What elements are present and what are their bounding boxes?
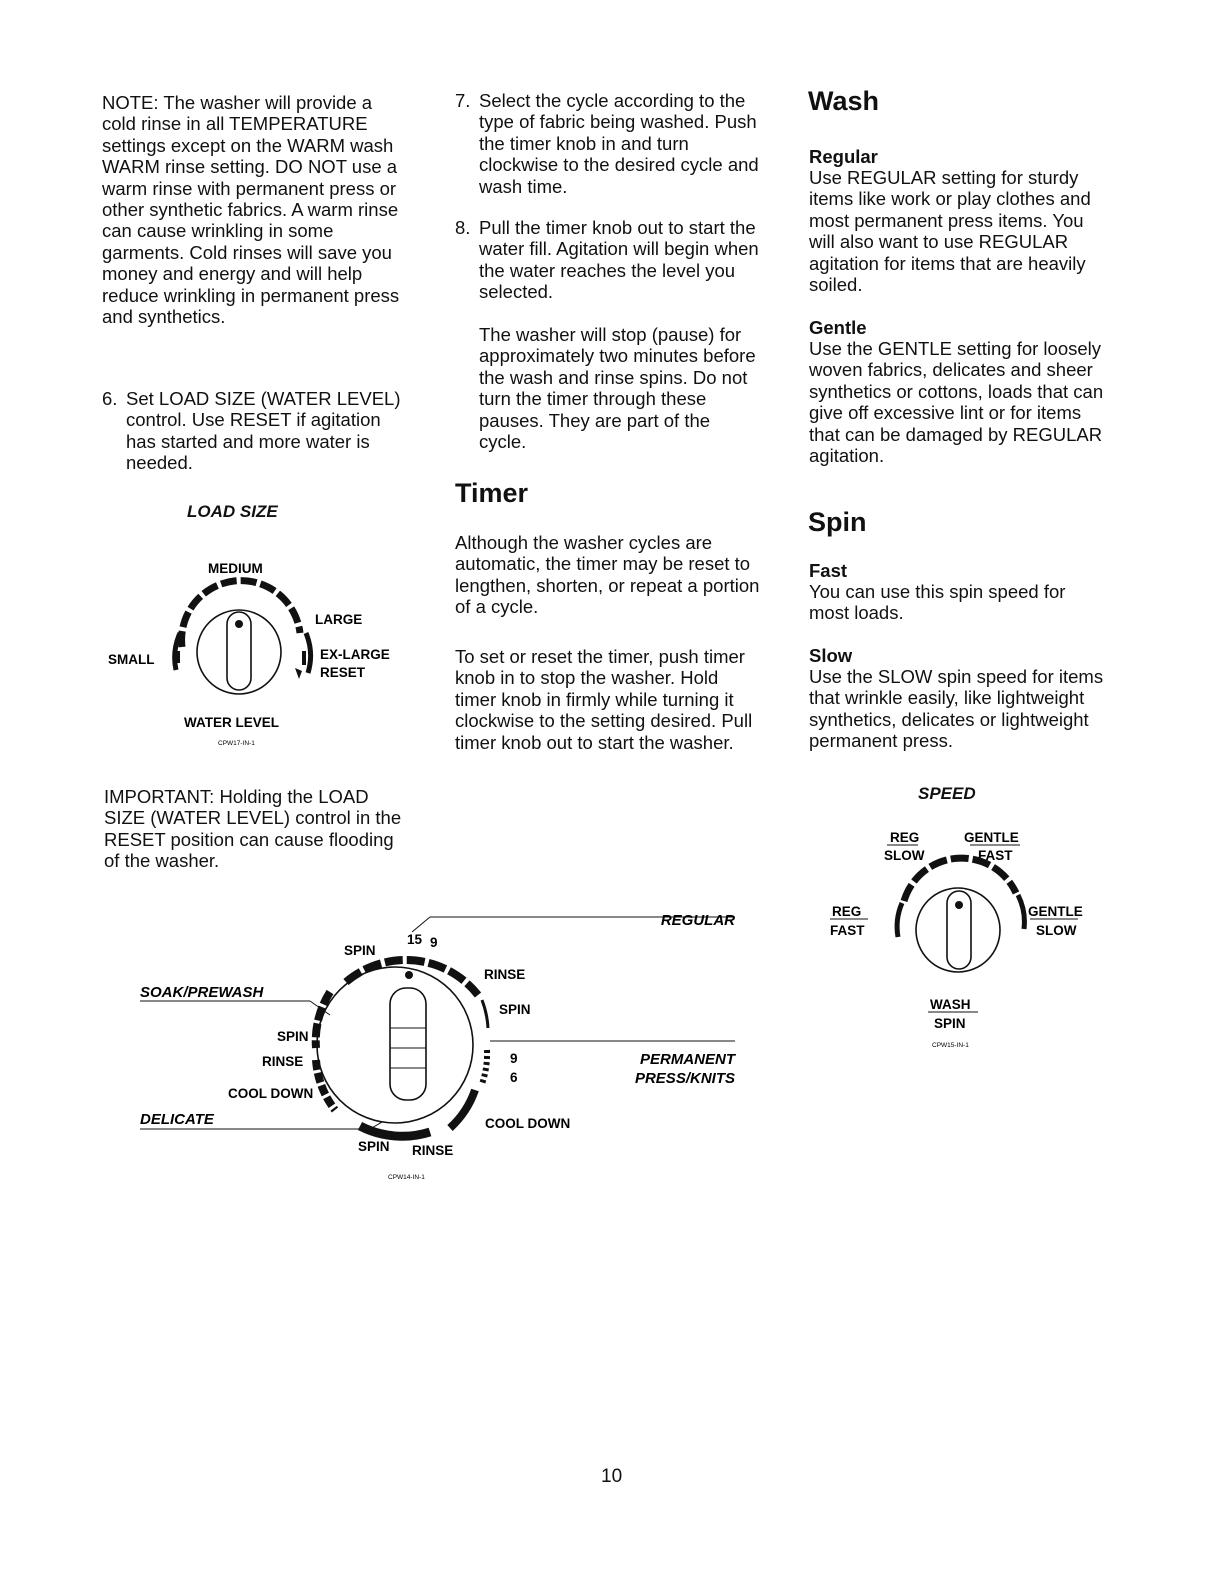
reg-top-label: REG (890, 830, 920, 845)
slow-right-label: SLOW (1036, 923, 1077, 938)
permanent-label: PERMANENT (639, 1051, 735, 1068)
large-label: LARGE (315, 612, 363, 627)
step-6-text: Set LOAD SIZE (WATER LEVEL) control. Use RESET if agitation has started and more water is needed. (126, 388, 401, 474)
step-8 (455, 217, 765, 303)
delicate-label: DELICATE (140, 1111, 214, 1128)
gentle-right-label: GENTLE (1028, 904, 1083, 919)
timer-paragraph-2: To set or reset the timer, push timer knob in to stop the washer. Hold timer knob in firmly while turning it clockwise to the setting desired. Pull timer knob out to start the washer. (455, 646, 753, 753)
fifteen-label: 15 (407, 932, 423, 947)
step-8-text: Pull the timer knob out to start the water fill. Agitation will begin when the water reaches the level you selected. (479, 217, 759, 303)
gentle-top-label: GENTLE (964, 830, 1019, 845)
step-7 (455, 90, 765, 197)
nine-top-label: 9 (430, 935, 438, 950)
spin-right-label: SPIN (499, 1002, 531, 1017)
page-number: 10 (601, 1466, 623, 1487)
regular-label: REGULAR (660, 912, 735, 929)
fast-top-label: FAST (978, 848, 1013, 863)
step-6 (102, 388, 402, 474)
speed-title: SPEED (918, 784, 976, 803)
spin-heading: Spin (808, 507, 867, 537)
reg-left-label: REG (832, 904, 862, 919)
step-8-number: 8. (455, 217, 471, 238)
rinse-left-label: RINSE (262, 1054, 304, 1069)
step-6-number: 6. (102, 388, 118, 409)
step-7-number: 7. (455, 90, 471, 111)
timer-knob (390, 988, 426, 1100)
pause-paragraph: The washer will stop (pause) for approximately two minutes before the wash and rinse spins. Do not turn the timer through these pauses. They are part of the cycle. (479, 324, 756, 453)
spin-left-label: SPIN (277, 1029, 309, 1044)
reset-label: RESET (320, 665, 366, 680)
regular-heading: Regular (809, 146, 878, 167)
medium-label: MEDIUM (208, 561, 263, 576)
slow-heading: Slow (809, 645, 853, 666)
cool-down-right-label: COOL DOWN (485, 1116, 571, 1131)
ex-large-label: EX-LARGE (320, 647, 390, 662)
note-paragraph: NOTE: The washer will provide a cold rinse in all TEMPERATURE settings except on the WARM wash WARM rinse setting. DO NOT use a warm rinse with permanent press or other synthetic fabrics. A warm rinse can cause wrinkling in some garments. Cold rinses will save you money and energy and will help reduce wrinkling in permanent press and synthetics. (102, 92, 400, 328)
small-label: SMALL (108, 652, 155, 667)
load-size-code: CPW17-IN-1 (218, 740, 255, 747)
timer-dial-code: CPW14-IN-1 (388, 1174, 425, 1181)
regular-paragraph: Use REGULAR setting for sturdy items like work or play clothes and most permanent press items. You will also want to use REGULAR agitation for items that are heavily soiled. (809, 167, 1091, 296)
slow-top-label: SLOW (884, 848, 925, 863)
speed-dial (820, 825, 1110, 1055)
press-knits-label: PRESS/KNITS (634, 1070, 735, 1087)
wash-heading: Wash (808, 86, 880, 116)
important-paragraph: IMPORTANT: Holding the LOAD SIZE (WATER LEVEL) control in the RESET position can cause flooding of the washer. (104, 786, 402, 872)
fast-paragraph: You can use this spin speed for most loads. (809, 581, 1066, 624)
cool-down-left-label: COOL DOWN (228, 1086, 314, 1101)
load-size-title: LOAD SIZE (187, 502, 278, 521)
rinse-right-label: RINSE (484, 967, 526, 982)
gentle-heading: Gentle (809, 317, 867, 338)
nine-right-label: 9 (510, 1051, 518, 1066)
timer-dial (130, 900, 750, 1190)
fast-left-label: FAST (830, 923, 865, 938)
gentle-paragraph: Use the GENTLE setting for loosely woven fabrics, delicates and sheer synthetics or cottons, loads that can give off excessive lint or for items that can be damaged by REGULAR agitation. (809, 338, 1104, 467)
slow-paragraph: Use the SLOW spin speed for items that wrinkle easily, like lightweight synthetics, delicates or lightweight permanent press. (809, 666, 1104, 752)
speed-knob-dot (955, 901, 963, 909)
spin-top-label: SPIN (344, 943, 376, 958)
water-level-label: WATER LEVEL (184, 715, 280, 730)
timer-heading: Timer (455, 478, 529, 508)
timer-paragraph-1: Although the washer cycles are automatic, the timer may be reset to lengthen, shorten, or repeat a portion of a cycle. (455, 532, 760, 618)
spin-label: SPIN (934, 1016, 966, 1031)
six-right-label: 6 (510, 1070, 518, 1085)
rinse-bottom-label: RINSE (412, 1143, 454, 1158)
fast-heading: Fast (809, 560, 848, 581)
wash-label: WASH (930, 997, 971, 1012)
speed-dial-code: CPW15-IN-1 (932, 1042, 969, 1049)
spin-bottom-label: SPIN (358, 1139, 390, 1154)
soak-prewash-label: SOAK/PREWASH (140, 984, 264, 1001)
step-7-text: Select the cycle according to the type of fabric being washed. Push the timer knob in and turn clockwise to the desired cycle and wash time. (479, 90, 759, 197)
load-size-dial (100, 555, 420, 755)
load-size-knob-dot (235, 620, 243, 628)
